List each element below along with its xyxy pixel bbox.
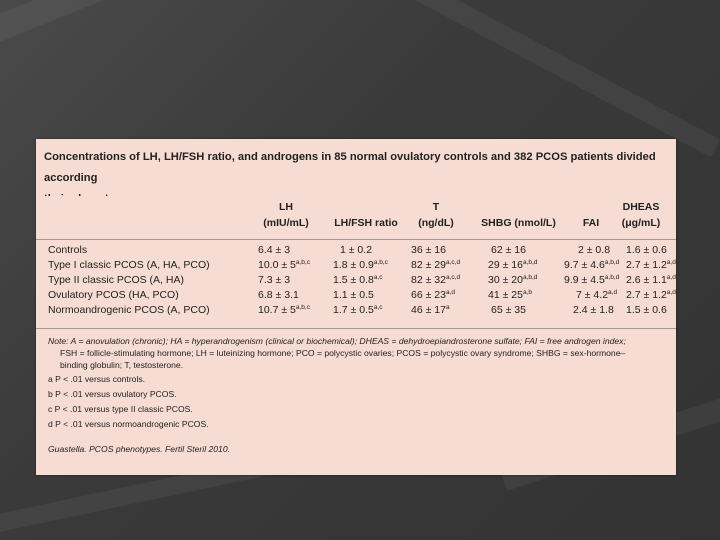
cell-value: 1.8 ± 0.9	[333, 259, 374, 271]
cell-lh	[258, 303, 310, 318]
cell-fai	[564, 258, 619, 273]
cell-sup: a,c	[373, 274, 383, 281]
cell-group: Type I classic PCOS (A, HA, PCO)	[48, 259, 210, 271]
footnote-d: d P < .01 versus normoandrogenic PCOS.	[48, 419, 209, 429]
col-lh: LH	[279, 201, 293, 213]
cell-value: 1.1 ± 0.5	[333, 289, 374, 301]
cell-shbg	[488, 258, 537, 273]
cell-sup: a,b,d	[522, 259, 538, 266]
caption-line-1: Concentrations of LH, LH/FSH ratio, and androgens in 85 normal ovulatory controls and 382 PCOS patients divided according	[44, 151, 656, 184]
cell-sup: a,b,d	[604, 259, 620, 266]
cell-value: 6.8 ± 3.1	[258, 289, 299, 301]
cell-shbg	[491, 303, 526, 318]
col-t-unit: (ng/dL)	[418, 217, 454, 229]
cell-shbg	[491, 243, 526, 258]
cell-dheas	[626, 303, 667, 318]
background-stripe	[411, 0, 720, 157]
cell-value: 7 ± 4.2	[576, 289, 609, 301]
col-shbg: SHBG (nmol/L)	[481, 217, 556, 229]
note-line: FSH = follicle-stimulating hormone; LH = luteinizing hormone; PCO = polycystic ovaries; PCOS = polycystic ovary syndrome; SHBG = sex-hormone–	[60, 348, 626, 358]
cell-value: 36 ± 16	[411, 244, 446, 256]
cell-value: 7.3 ± 3	[258, 274, 291, 286]
cell-shbg	[488, 273, 537, 288]
table-row	[36, 288, 676, 303]
col-dheas-unit: (μg/mL)	[621, 217, 661, 229]
table-caption	[36, 139, 676, 196]
cell-value: 1 ± 0.2	[340, 244, 373, 256]
cell-lh	[258, 243, 290, 258]
cell-value: 2.4 ± 1.8	[573, 304, 614, 316]
cell-value: 1.5 ± 0.8	[333, 274, 374, 286]
cell-value: 2.7 ± 1.2	[626, 259, 667, 271]
cell-value: 46 ± 17	[411, 304, 446, 316]
cell-sup: a,b,c	[373, 259, 388, 266]
cell-value: 82 ± 29	[411, 259, 446, 271]
col-dheas: DHEAS	[622, 201, 660, 213]
cell-value: 65 ± 35	[491, 304, 526, 316]
cell-value: 41 ± 25	[488, 289, 523, 301]
cell-sup: a,d	[666, 289, 676, 296]
cell-group: Ovulatory PCOS (HA, PCO)	[48, 289, 179, 301]
cell-ratio	[333, 258, 388, 273]
cell-sup: a	[445, 304, 450, 311]
cell-sup: a,d	[666, 259, 676, 266]
cell-fai	[573, 303, 614, 318]
cell-t	[411, 288, 455, 303]
col-ratio: LH/FSH ratio	[334, 217, 398, 229]
cell-t	[411, 243, 446, 258]
cell-ratio	[333, 303, 382, 318]
cell-sup: a,d	[445, 289, 456, 296]
cell-sup: a,d	[666, 274, 676, 281]
footnote-b: b P < .01 versus ovulatory PCOS.	[48, 389, 177, 399]
cell-ratio	[333, 273, 382, 288]
table-panel	[36, 139, 676, 475]
cell-sup: a,b,d	[522, 274, 538, 281]
table-body	[36, 240, 676, 328]
cell-sup: a,b,c	[295, 304, 310, 311]
col-fai: FAI	[582, 217, 600, 229]
source-citation: Guastella. PCOS phenotypes. Fertil Steril 2010.	[48, 444, 230, 454]
cell-sup: a,d	[608, 289, 618, 296]
table-row	[36, 258, 676, 273]
cell-t	[411, 303, 450, 318]
cell-fai	[578, 243, 610, 258]
table-row	[36, 243, 676, 258]
cell-sup: a,b,c	[295, 259, 310, 266]
cell-group: Type II classic PCOS (A, HA)	[48, 274, 184, 286]
cell-value: 1.7 ± 0.5	[333, 304, 374, 316]
note-line: Note: A = anovulation (chronic); HA = hyperandrogenism (clinical or biochemical); DHEAS = dehydroepiandrosterone sulfate; FAI = free androgen index;	[48, 336, 626, 346]
footnote-a: a P < .01 versus controls.	[48, 374, 146, 384]
cell-value: 1.6 ± 0.6	[626, 244, 667, 256]
cell-lh	[258, 273, 290, 288]
cell-lh	[258, 258, 310, 273]
cell-value: 10.0 ± 5	[258, 259, 296, 271]
cell-value: 29 ± 16	[488, 259, 523, 271]
table-notes	[36, 329, 676, 475]
cell-dheas	[626, 273, 676, 288]
table-row	[36, 303, 676, 318]
cell-value: 6.4 ± 3	[258, 244, 291, 256]
cell-value: 10.7 ± 5	[258, 304, 296, 316]
cell-value: 1.5 ± 0.6	[626, 304, 667, 316]
cell-value: 2 ± 0.8	[578, 244, 611, 256]
cell-shbg	[488, 288, 532, 303]
table-row	[36, 273, 676, 288]
cell-ratio	[340, 243, 372, 258]
cell-dheas	[626, 243, 667, 258]
cell-sup: a,c	[373, 304, 383, 311]
col-lh-unit: (mIU/mL)	[263, 217, 309, 229]
cell-sup: a,c,d	[445, 274, 461, 281]
cell-t	[411, 258, 460, 273]
cell-value: 9.9 ± 4.5	[564, 274, 605, 286]
cell-value: 9.7 ± 4.6	[564, 259, 605, 271]
cell-group: Normoandrogenic PCOS (A, PCO)	[48, 304, 210, 316]
cell-value: 2.7 ± 1.2	[626, 289, 667, 301]
cell-fai	[576, 288, 617, 303]
background-stripe	[0, 0, 359, 54]
cell-sup: a,c,d	[445, 259, 461, 266]
column-header-row	[36, 196, 676, 240]
cell-value: 2.6 ± 1.1	[626, 274, 667, 286]
cell-group: Controls	[48, 244, 88, 256]
cell-t	[411, 273, 460, 288]
footnote-c: c P < .01 versus type II classic PCOS.	[48, 404, 193, 414]
cell-ratio	[333, 288, 374, 303]
cell-dheas	[626, 258, 676, 273]
cell-sup: a,b,d	[604, 274, 620, 281]
cell-dheas	[626, 288, 676, 303]
cell-value: 82 ± 32	[411, 274, 446, 286]
col-t: T	[432, 201, 440, 213]
cell-fai	[564, 273, 619, 288]
cell-value: 30 ± 20	[488, 274, 523, 286]
cell-value: 62 ± 16	[491, 244, 526, 256]
cell-lh	[258, 288, 299, 303]
note-line: binding globulin; T, testosterone.	[60, 360, 184, 370]
cell-sup: a,b	[522, 289, 533, 296]
cell-value: 66 ± 23	[411, 289, 446, 301]
